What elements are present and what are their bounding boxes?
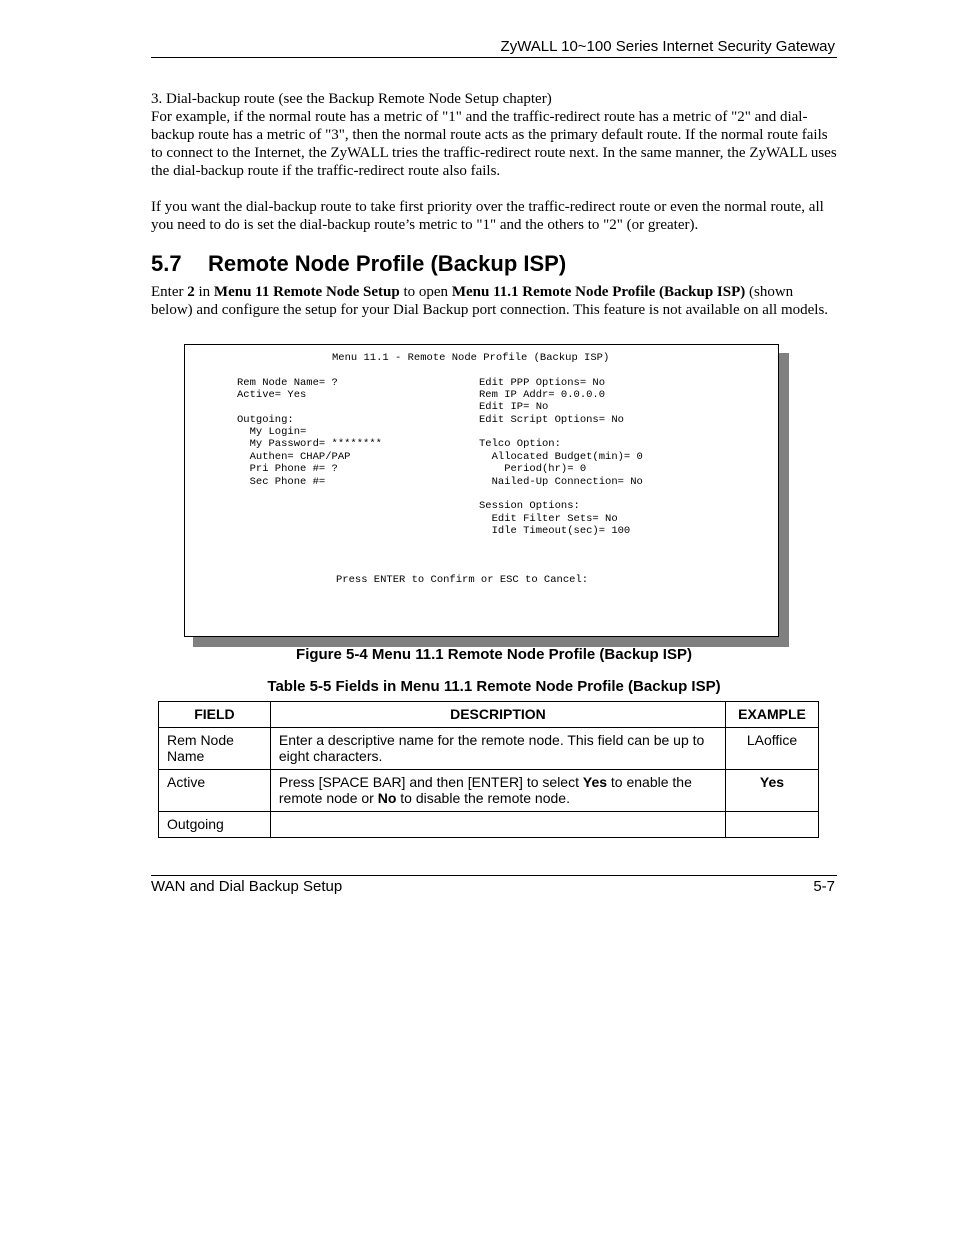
description-cell: Enter a descriptive name for the remote node. This field can be up to eight characters. [270,728,725,770]
column-header-example: EXAMPLE [726,702,819,728]
terminal-line: Outgoing: [237,414,294,426]
text-run: to disable the remote node. [396,790,570,806]
example-value: Yes [759,774,785,790]
terminal-line: Rem IP Addr= 0.0.0.0 [479,389,606,401]
text-run: to open [399,284,452,300]
example-cell [726,770,819,812]
page-number: 5-7 [813,878,835,895]
section-intro-paragraph [151,283,837,319]
field-cell: Active [159,770,271,812]
page-header [151,36,837,58]
text-run: to enable the remote node or [278,774,692,806]
list-item-3: 3. Dial-backup route (see the Backup Remote Node Setup chapter) [151,91,552,107]
example-cell [726,812,819,838]
table-row [159,812,819,838]
terminal-prompt: Press ENTER to Confirm or ESC to Cancel: [336,574,589,586]
terminal-line: Session Options: [479,500,580,512]
terminal-line: Idle Timeout(sec)= 100 [479,525,631,537]
text-run: Enter [151,284,188,300]
terminal-line: Authen= CHAP/PAP [237,451,351,463]
terminal-line: Period(hr)= 0 [479,463,587,475]
bold-run: 2 [187,284,195,300]
figure-caption: Figure 5-4 Menu 11.1 Remote Node Profile (Backup ISP) [296,646,692,663]
fields-table [158,701,819,838]
terminal-line: My Password= ******** [237,438,382,450]
description-cell [270,770,725,812]
terminal-line: Sec Phone #= [237,476,326,488]
text-run: (shown below) and configure the setup for your Dial Backup port connection. This feature is not available on all models. [151,284,829,318]
paragraph-example: For example, if the normal route has a metric of "1" and the traffic-redirect route has a metric of "2" and dial-backup route has a metric of "3", then the normal route acts as the primary default route. If the normal route fails to connect to the Internet, the ZyWALL tries the traffic-redirect route next. In the same manner, the ZyWALL uses the dial-backup route if the traffic-redirect route also fails. [151,109,837,179]
section-heading [151,251,566,277]
terminal-line: Allocated Budget(min)= 0 [479,451,643,463]
field-cell: Outgoing [159,812,271,838]
terminal-line: Edit Script Options= No [479,414,624,426]
terminal-line: Nailed-Up Connection= No [479,476,643,488]
table-header-row [159,702,819,728]
menu-11-1-reference: Menu 11.1 Remote Node Profile (Backup ISP) [451,284,746,300]
terminal-line: Edit IP= No [479,401,549,413]
terminal-line: Edit PPP Options= No [479,377,606,389]
terminal-line: Active= Yes [237,389,307,401]
bold-run: Yes [582,774,608,790]
column-header-field: FIELD [159,702,271,728]
table-caption: Table 5-5 Fields in Menu 11.1 Remote Node Profile (Backup ISP) [267,678,721,695]
terminal-line: Pri Phone #= ? [237,463,338,475]
terminal-line: Edit Filter Sets= No [479,513,618,525]
terminal-line: Rem Node Name= ? [237,377,338,389]
field-cell: Rem Node Name [159,728,271,770]
page-footer [151,875,837,895]
text-run: Press [SPACE BAR] and then [ENTER] to select [278,774,583,790]
column-header-description: DESCRIPTION [270,702,725,728]
section-title: Remote Node Profile (Backup ISP) [208,251,567,276]
table-row [159,770,819,812]
footer-chapter: WAN and Dial Backup Setup [151,878,343,895]
bold-run: No [377,790,397,806]
terminal-line: My Login= [237,426,307,438]
header-title: ZyWALL 10~100 Series Internet Security Gateway [500,38,835,55]
paragraph-priority: If you want the dial-backup route to take first priority over the traffic-redirect route or even the normal route, all you need to do is set the dial-backup route’s metric to "1" and the others to "2" (or greater). [151,199,824,233]
description-cell [270,812,725,838]
section-number: 5.7 [151,251,182,276]
example-cell: LAoffice [726,728,819,770]
table-row [159,728,819,770]
terminal-line: Telco Option: [479,438,561,450]
menu-11-reference: Menu 11 Remote Node Setup [213,284,400,300]
text-run: in [194,284,214,300]
terminal-screen [184,344,779,637]
terminal-title: Menu 11.1 - Remote Node Profile (Backup ISP) [332,352,610,364]
